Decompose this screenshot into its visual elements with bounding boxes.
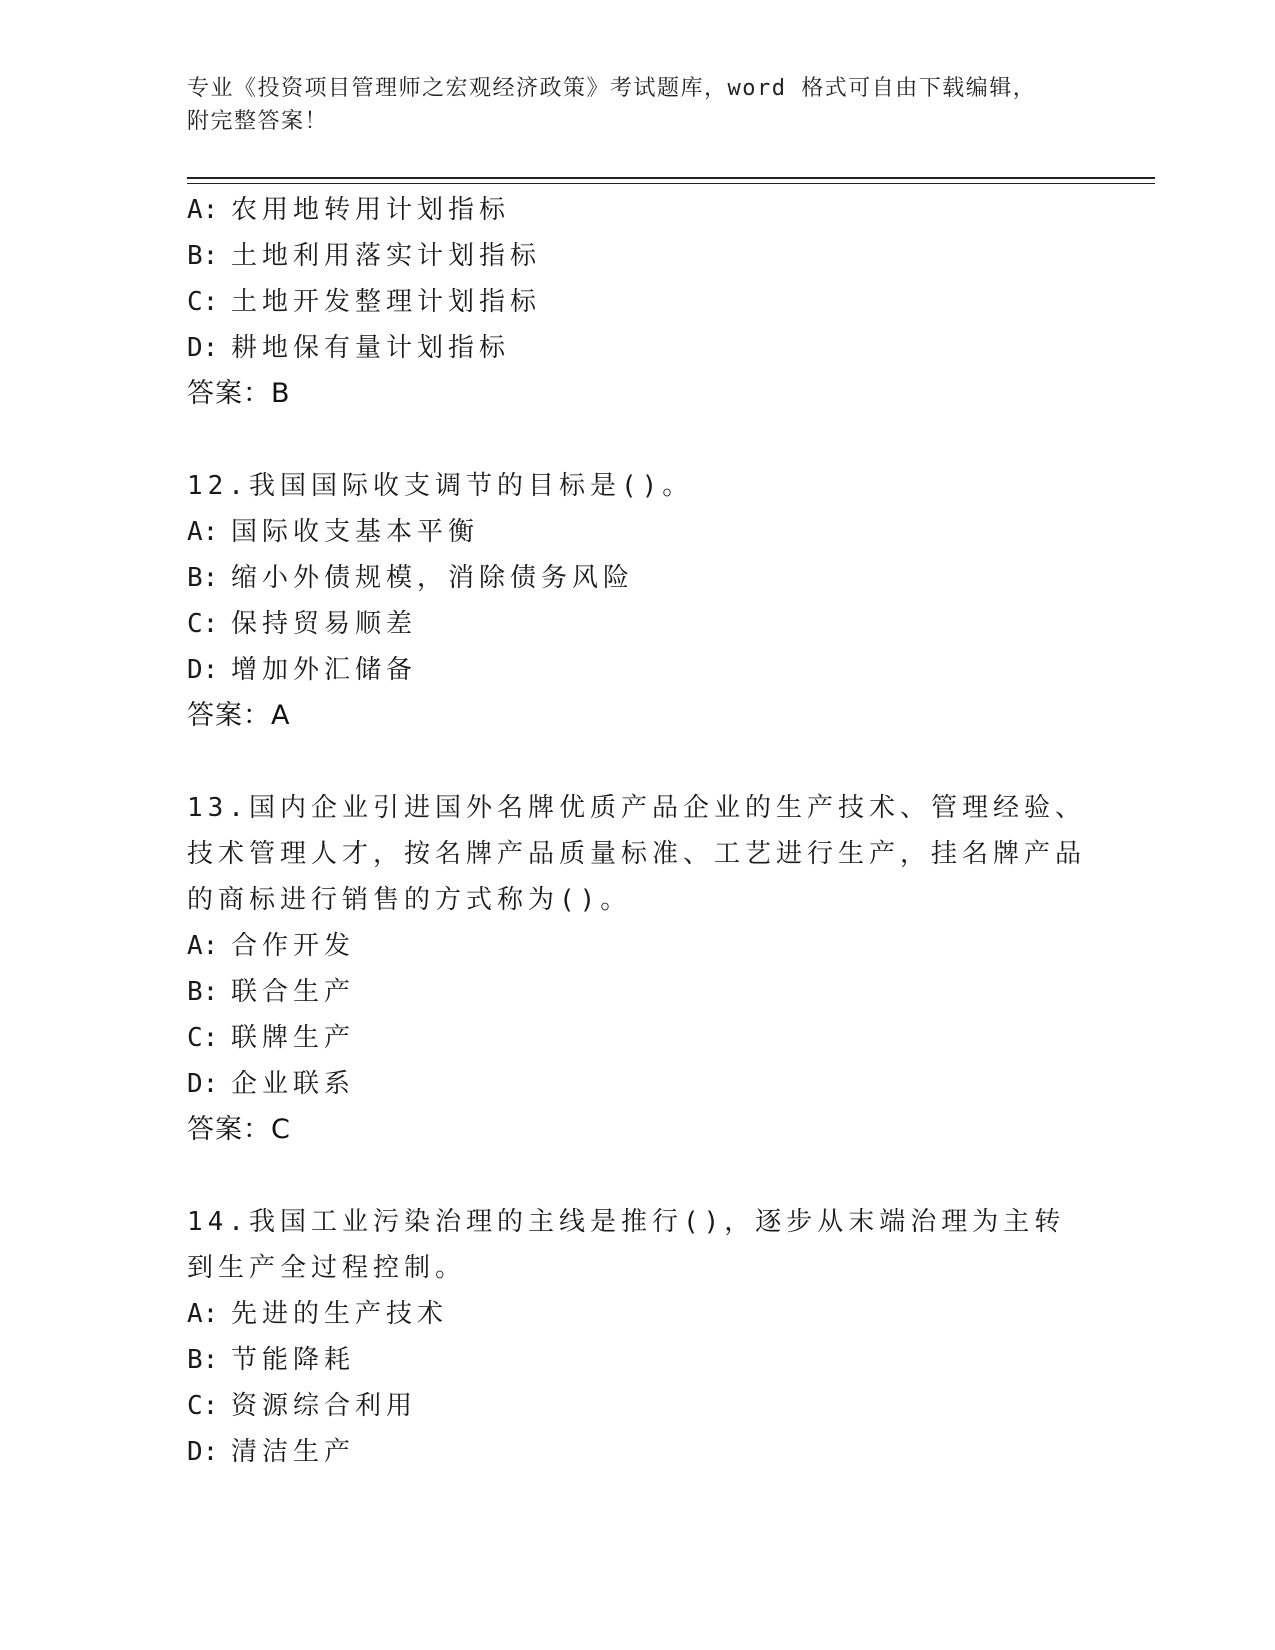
question-12 xyxy=(187,463,1087,739)
option-c xyxy=(187,279,1087,325)
option-text: 联合生产 xyxy=(231,977,356,1007)
option-letter: C: xyxy=(187,609,219,639)
header-divider-thick xyxy=(187,177,1155,179)
option-d xyxy=(187,1429,1087,1475)
option-text: 资源综合利用 xyxy=(231,1391,418,1421)
option-letter: D: xyxy=(187,333,219,363)
option-b xyxy=(187,969,1087,1015)
option-a xyxy=(187,1291,1087,1337)
option-text: 农用地转用计划指标 xyxy=(231,195,511,225)
option-letter: B: xyxy=(187,1345,219,1375)
option-letter: C: xyxy=(187,287,219,317)
question-14 xyxy=(187,1199,1087,1475)
option-letter: C: xyxy=(187,1391,219,1421)
option-text: 增加外汇储备 xyxy=(231,655,418,685)
option-text: 土地利用落实计划指标 xyxy=(231,241,542,271)
option-d xyxy=(187,1061,1087,1107)
option-b xyxy=(187,555,1087,601)
header-line-2: 附完整答案！ xyxy=(187,109,329,134)
option-a xyxy=(187,509,1087,555)
option-text: 耕地保有量计划指标 xyxy=(231,333,511,363)
header-divider-thin xyxy=(187,183,1155,184)
header-line-1: 专业《投资项目管理师之宏观经济政策》考试题库，word 格式可自由下载编辑， xyxy=(187,76,1037,101)
answer-line: 答案：C xyxy=(187,1114,291,1145)
question-11 xyxy=(187,187,1087,417)
answer-line: 答案：A xyxy=(187,700,291,731)
option-c xyxy=(187,601,1087,647)
option-letter: B: xyxy=(187,563,219,593)
option-letter: A: xyxy=(187,931,219,961)
option-text: 节能降耗 xyxy=(231,1345,356,1375)
option-letter: B: xyxy=(187,977,219,1007)
option-text: 合作开发 xyxy=(231,931,356,961)
option-letter: A: xyxy=(187,1299,219,1329)
option-c xyxy=(187,1383,1087,1429)
option-text: 企业联系 xyxy=(231,1069,356,1099)
option-letter: D: xyxy=(187,1069,219,1099)
option-letter: D: xyxy=(187,655,219,685)
option-letter: C: xyxy=(187,1023,219,1053)
option-d xyxy=(187,325,1087,371)
option-text: 保持贸易顺差 xyxy=(231,609,418,639)
question-13 xyxy=(187,785,1087,1153)
option-b xyxy=(187,1337,1087,1383)
option-text: 缩小外债规模，消除债务风险 xyxy=(231,563,635,593)
question-stem: 13.国内企业引进国外名牌优质产品企业的生产技术、管理经验、技术管理人才，按名牌产品质量标准、工艺进行生产，挂名牌产品的商标进行销售的方式称为()。 xyxy=(187,793,1087,915)
question-stem: 12.我国国际收支调节的目标是()。 xyxy=(187,471,694,501)
question-list xyxy=(187,187,1087,1475)
document-header xyxy=(187,72,1087,138)
option-text: 土地开发整理计划指标 xyxy=(231,287,542,317)
option-text: 先进的生产技术 xyxy=(231,1299,449,1329)
question-stem: 14.我国工业污染治理的主线是推行()，逐步从末端治理为主转到生产全过程控制。 xyxy=(187,1207,1066,1283)
option-text: 国际收支基本平衡 xyxy=(231,517,480,547)
option-letter: B: xyxy=(187,241,219,271)
option-a xyxy=(187,187,1087,233)
option-b xyxy=(187,233,1087,279)
option-text: 联牌生产 xyxy=(231,1023,356,1053)
answer-line: 答案：B xyxy=(187,378,291,409)
option-letter: A: xyxy=(187,517,219,547)
option-d xyxy=(187,647,1087,693)
option-letter: D: xyxy=(187,1437,219,1467)
option-a xyxy=(187,923,1087,969)
option-text: 清洁生产 xyxy=(231,1437,356,1467)
option-c xyxy=(187,1015,1087,1061)
option-letter: A: xyxy=(187,195,219,225)
